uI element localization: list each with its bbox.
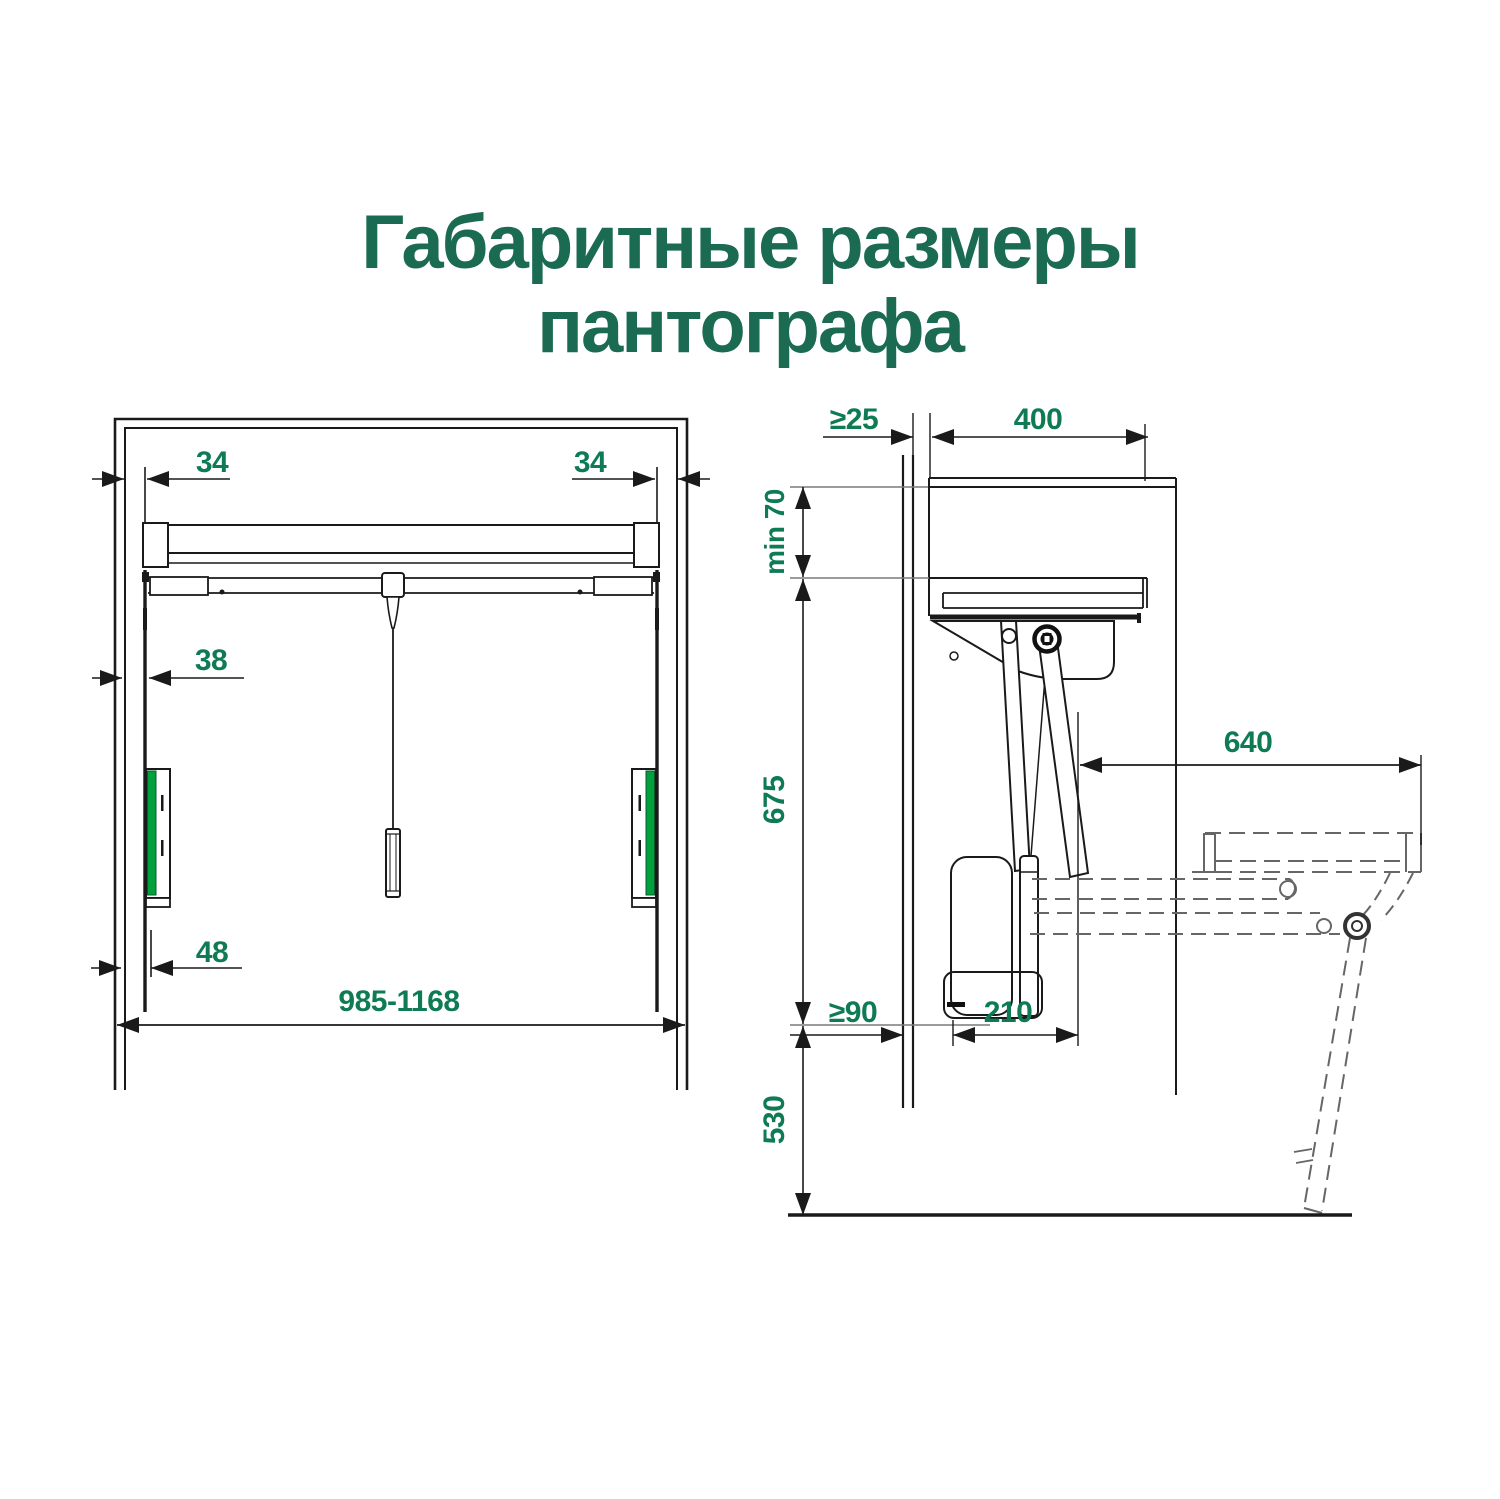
basket-left-cap bbox=[1204, 834, 1215, 872]
rear-arm bbox=[1040, 648, 1088, 877]
extended-arm-hole-2 bbox=[1317, 919, 1331, 933]
dim-width-range bbox=[117, 985, 685, 1033]
page-title bbox=[361, 200, 1138, 369]
housing-screw bbox=[950, 652, 958, 660]
slider-left bbox=[146, 769, 170, 907]
extended-pivot-bolt bbox=[1345, 914, 1369, 938]
dim-min70-label: min 70 bbox=[759, 489, 790, 575]
dim-25-label: ≥25 bbox=[829, 403, 879, 436]
dim-34-left-label: 34 bbox=[195, 446, 229, 479]
side-view bbox=[758, 403, 1421, 1215]
pull-handle bbox=[386, 829, 400, 897]
dim-34-right bbox=[572, 446, 710, 524]
extended-position-phantom bbox=[1030, 833, 1421, 1213]
dim-top-clearance bbox=[759, 487, 811, 577]
dim-38-label: 38 bbox=[194, 644, 228, 677]
dim-top-depth bbox=[932, 403, 1148, 445]
pantograph-top-rail bbox=[143, 523, 659, 567]
extended-arm-hole-1 bbox=[1280, 881, 1296, 897]
title-line-2: пантографа bbox=[537, 284, 963, 369]
dim-675-label: 675 bbox=[758, 775, 791, 825]
title-line-1: Габаритные размеры bbox=[361, 200, 1139, 285]
dim-mechanism-height bbox=[758, 579, 811, 1024]
dim-90-label: ≥90 bbox=[828, 996, 878, 1029]
dim-width-range-label: 985-1168 bbox=[338, 985, 460, 1018]
green-strip-right bbox=[646, 771, 655, 895]
front-view bbox=[91, 419, 710, 1090]
dim-210-label: 210 bbox=[983, 996, 1033, 1029]
arm-pivot-hole bbox=[1002, 629, 1016, 643]
hanger-tube bbox=[148, 573, 654, 897]
dim-34-left bbox=[92, 446, 230, 524]
dim-530-label: 530 bbox=[758, 1095, 791, 1145]
cord-connector bbox=[382, 573, 404, 597]
dim-wall-clearance bbox=[823, 403, 913, 445]
dim-48 bbox=[91, 930, 242, 977]
slider-right bbox=[632, 769, 656, 907]
dim-400-label: 400 bbox=[1013, 403, 1063, 436]
dim-extension-reach bbox=[1080, 726, 1421, 845]
wall-panel bbox=[903, 455, 913, 1108]
dim-34-right-label: 34 bbox=[573, 446, 607, 479]
dim-640-label: 640 bbox=[1223, 726, 1273, 759]
dim-handle-drop bbox=[758, 1026, 811, 1215]
dim-48-label: 48 bbox=[195, 936, 229, 969]
green-strip-left bbox=[148, 771, 157, 895]
folded-basket bbox=[944, 856, 1042, 1018]
